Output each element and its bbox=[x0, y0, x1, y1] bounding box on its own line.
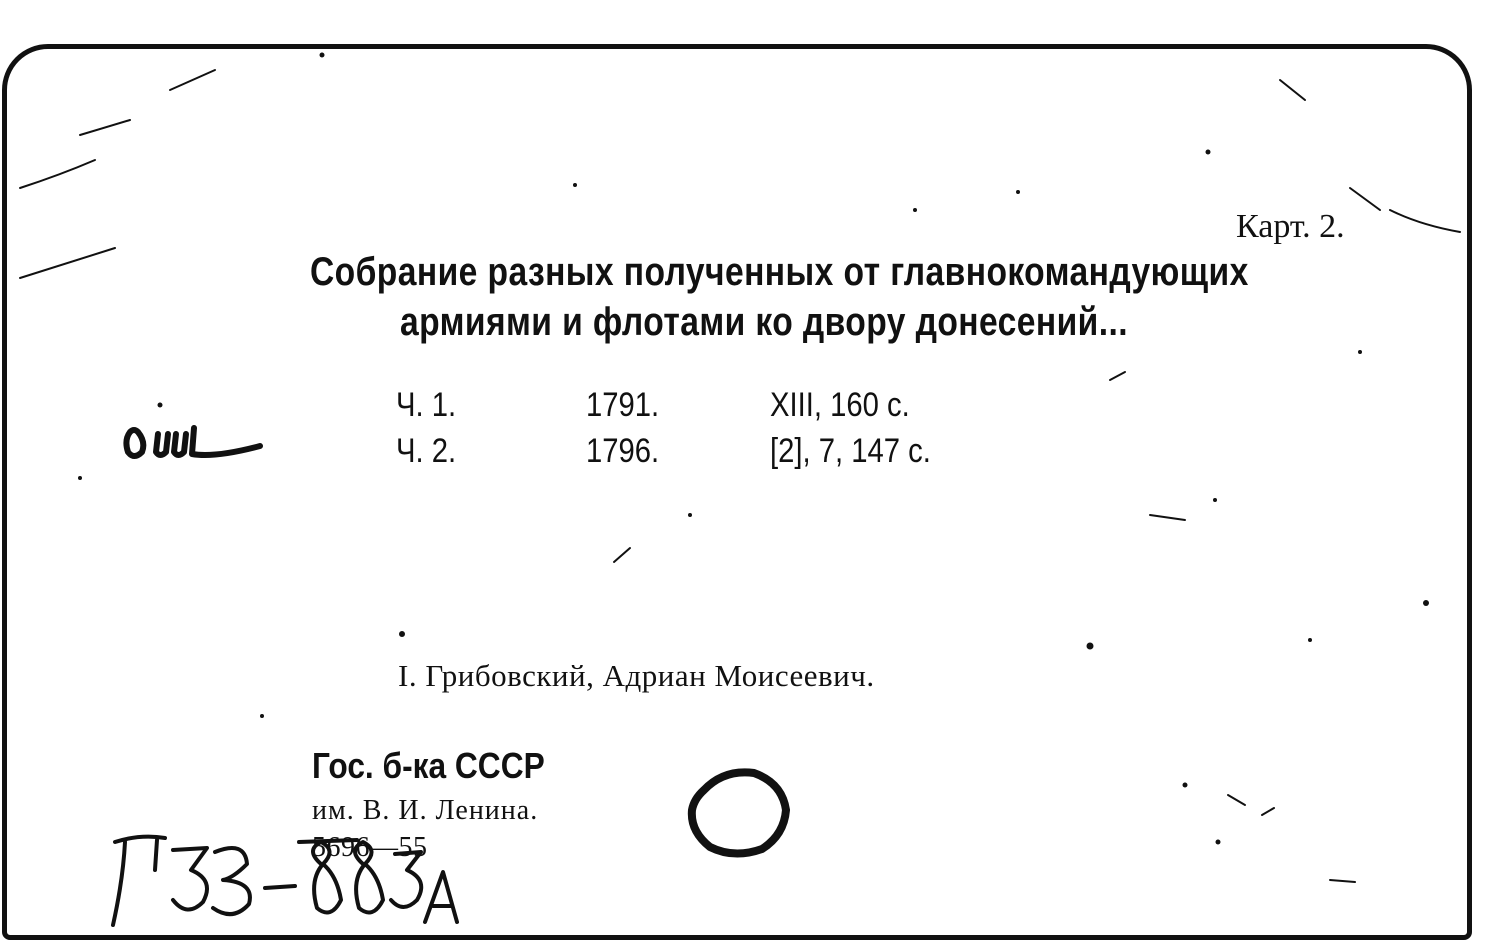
volume-2-pages: [2], 7, 147 с. bbox=[770, 432, 931, 470]
stamp-mark bbox=[120, 410, 270, 470]
punch-hole-ring bbox=[684, 765, 794, 860]
handwritten-shelfmark bbox=[95, 830, 475, 935]
volume-1-part: Ч. 1. bbox=[396, 386, 457, 424]
volume-2-part: Ч. 2. bbox=[396, 432, 457, 470]
library-name: Гос. б-ка СССР bbox=[312, 745, 545, 786]
volume-1-pages: XIII, 160 с. bbox=[770, 386, 910, 424]
library-subtitle: им. В. И. Ленина. bbox=[312, 795, 539, 826]
library-code: 5696—55 bbox=[312, 832, 428, 863]
title-line-1: Собрание разных полученных от главнокомандующих bbox=[310, 250, 1249, 294]
volume-2-year: 1796. bbox=[586, 432, 660, 470]
card-number: Карт. 2. bbox=[1236, 208, 1345, 245]
author-heading: I. Грибовский, Адриан Моисеевич. bbox=[398, 658, 875, 693]
title-line-2: армиями и флотами ко двору донесений... bbox=[400, 300, 1129, 344]
volume-1-year: 1791. bbox=[586, 386, 660, 424]
